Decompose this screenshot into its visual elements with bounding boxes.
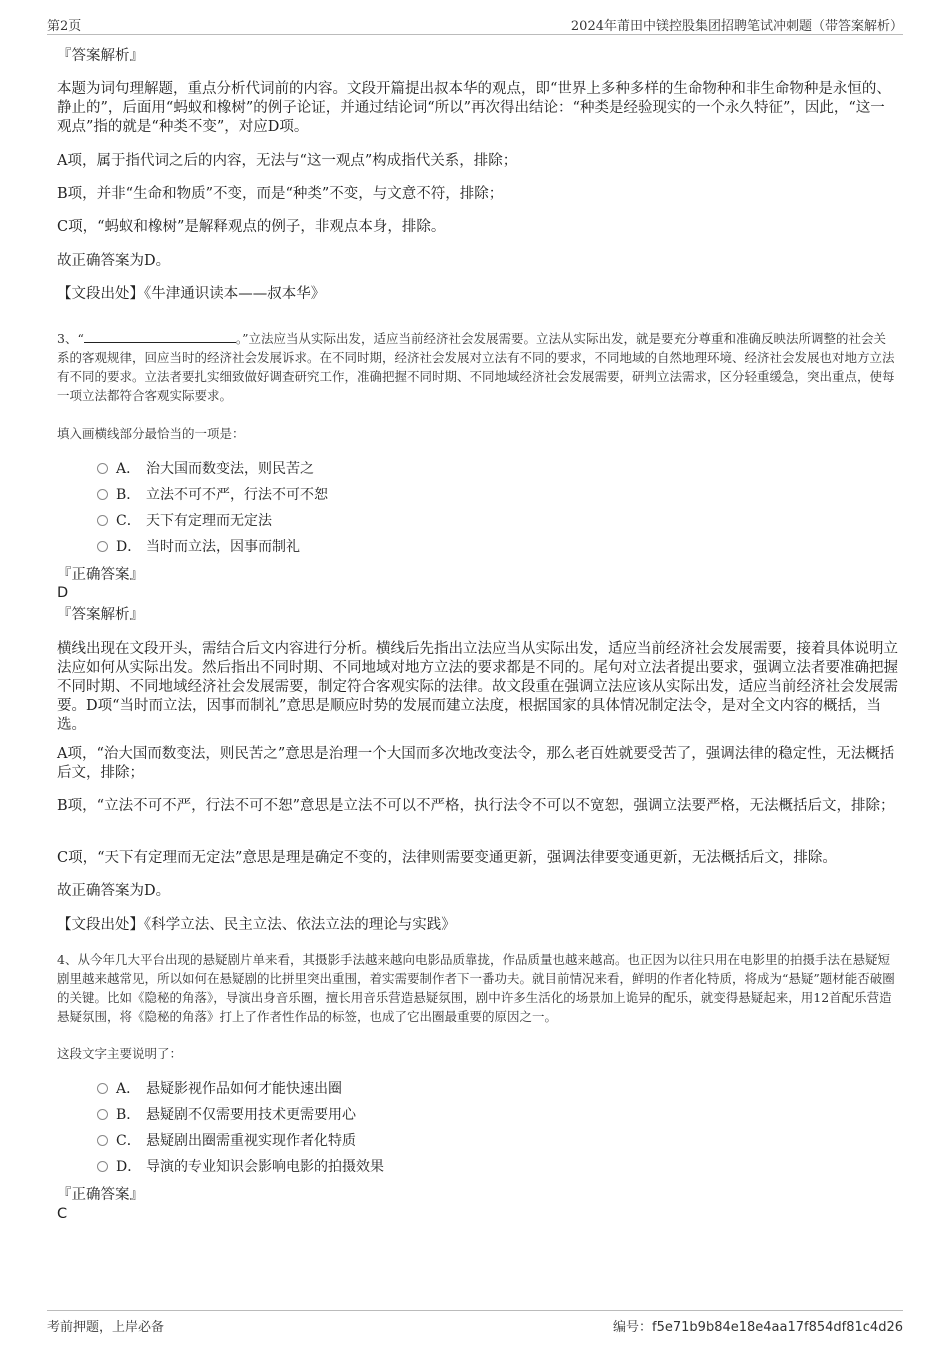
q2-analysis-label: 『答案解析』 [57, 48, 144, 64]
q4-correct-answer: C [57, 1206, 68, 1222]
q3-stem-text: 。”立法应当从实际出发，适应当前经济社会发展需要。立法从实际出发，就是要充分尊重和准确反映法所调整的社会关系的客观规律，回应当时的经济社会发展诉求。在不同时期，经济社会发展对立法有不同的要求，不同地域的自然地理环境、经济社会发展也对地方立法有不同的要求。立法者要扎实细致做好调查研究工作，准确把握不同时期、不同地域经济社会发展需要，研判立法需求，区分轻重缓急，突出重点，使每一项立法都符合客观实际要求。 [57, 331, 895, 403]
q4-prompt: 这段文字主要说明了： [57, 1046, 183, 1061]
page-footer [47, 1310, 903, 1335]
q3-prompt: 填入画横线部分最恰当的一项是： [57, 426, 245, 441]
q3-conclusion: 故正确答案为D。 [57, 883, 171, 899]
q3-option-a[interactable]: A． 治大国而数变法，则民苦之 [97, 460, 314, 478]
page-header [47, 12, 903, 35]
q4-option-d[interactable]: D． 导演的专业知识会影响电影的拍摄效果 [97, 1158, 384, 1176]
q4-option-b[interactable]: B． 悬疑剧不仅需要用技术更需要用心 [97, 1106, 356, 1124]
footer-serial-number: 编号：f5e71b9b84e18e4aa17f854df81c4d26 [613, 1320, 903, 1335]
q3-analysis-option-b: B项，“立法不可不严，行法不可不恕”意思是立法不可以不严格，执行法令不可以不宽恕，强调立法要严格，无法概括后文，排除； [57, 798, 895, 814]
q4-option-c[interactable]: C． 悬疑剧出圈需重视实现作者化特质 [97, 1132, 356, 1150]
q3-analysis-option-c: C项，“天下有定理而无定法”意思是理是确定不变的，法律则需要变通更新，强调法律要变通更新，无法概括后文，排除。 [57, 850, 837, 866]
q3-source: 【文段出处】《科学立法、民主立法、依法立法的理论与实践》 [57, 917, 456, 933]
page-number: 第2页 [47, 19, 82, 34]
radio-icon[interactable] [97, 1109, 108, 1120]
q3-option-b[interactable]: B． 立法不可不严，行法不可不恕 [97, 486, 328, 504]
q3-number: 3、“ [57, 331, 84, 346]
q3-blank [84, 329, 236, 343]
radio-icon[interactable] [97, 541, 108, 552]
q4-option-a[interactable]: A． 悬疑影视作品如何才能快速出圈 [97, 1080, 342, 1098]
q4-stem: 4、从今年几大平台出现的悬疑剧片单来看，其摄影手法越来越向电影品质靠拢，作品质量也越来越高。也正因为以往只用在电影里的拍摄手法在悬疑短剧里越来越常见，所以如何在悬疑剧的比拼里突出重围，着实需要制作者下一番功夫。就目前情况来看，鲜明的作者化特质，将成为“悬疑”题材能否破圈的关键。比如《隐秘的角落》，导演出身音乐圈，擅长用音乐营造悬疑氛围，剧中许多生活化的场景加上诡异的配乐，就变得悬疑起来，用12首配乐营造悬疑氛围，将《隐秘的角落》打上了作者性作品的标签，也成了它出圈最重要的原因之一。 [57, 952, 895, 1024]
q3-analysis-option-a: A项，“治大国而数变法，则民苦之”意思是治理一个大国而多次地改变法令，那么老百姓就要受苦了，强调法律的稳定性，无法概括后文，排除； [57, 746, 895, 781]
q3-option-c[interactable]: C． 天下有定理而无定法 [97, 512, 272, 530]
q3-stem [57, 329, 898, 405]
q2-analysis-option-a: A项，属于指代词之后的内容，无法与“这一观点”构成指代关系，排除； [57, 153, 518, 169]
document-title: 2024年莆田中镁控股集团招聘笔试冲刺题（带答案解析） [570, 19, 903, 34]
q2-analysis-paragraph: 本题为词句理解题，重点分析代词前的内容。文段开篇提出叔本华的观点，即“世界上多种多样的生命物种和非生命物种是永恒的、静止的”，后面用“蚂蚁和橡树”的例子论证，并通过结论词“所以”再次得出结论：“种类是经验现实的一个永久特征”，因此，“这一观点”指的就是“种类不变”，对应D项。 [57, 81, 891, 135]
radio-icon[interactable] [97, 515, 108, 526]
q2-analysis-option-c: C项，“蚂蚁和橡树”是解释观点的例子，非观点本身，排除。 [57, 219, 446, 235]
radio-icon[interactable] [97, 463, 108, 474]
q4-correct-label: 『正确答案』 [57, 1187, 144, 1203]
q2-conclusion: 故正确答案为D。 [57, 253, 171, 269]
q2-analysis-option-b: B项，并非“生命和物质”不变，而是“种类”不变，与文意不符，排除； [57, 186, 504, 202]
footer-slogan: 考前押题，上岸必备 [47, 1320, 165, 1335]
q3-correct-label: 『正确答案』 [57, 567, 144, 583]
radio-icon[interactable] [97, 1135, 108, 1146]
radio-icon[interactable] [97, 489, 108, 500]
q3-option-d[interactable]: D． 当时而立法，因事而制礼 [97, 538, 300, 556]
radio-icon[interactable] [97, 1083, 108, 1094]
q3-correct-answer: D [57, 585, 69, 601]
q3-analysis-paragraph: 横线出现在文段开头，需结合后文内容进行分析。横线后先指出立法应当从实际出发，适应当前经济社会发展需要，接着具体说明立法应如何从实际出发。然后指出不同时期、不同地域对地方立法的要求都是不同的。尾句对立法者提出要求，强调立法者要准确把握不同时期、不同地域经济社会发展需要，制定符合客观实际的法律。故文段重在强调立法应该从实际出发，适应当前经济社会发展需要。D项“当时而立法，因事而制礼”意思是顺应时势的发展而建立法度，根据国家的具体情况制定法令，是对全文内容的概括，当选。 [57, 641, 898, 733]
q3-analysis-label: 『答案解析』 [57, 607, 144, 623]
radio-icon[interactable] [97, 1161, 108, 1172]
q2-source: 【文段出处】《牛津通识读本——叔本华》 [57, 286, 326, 302]
